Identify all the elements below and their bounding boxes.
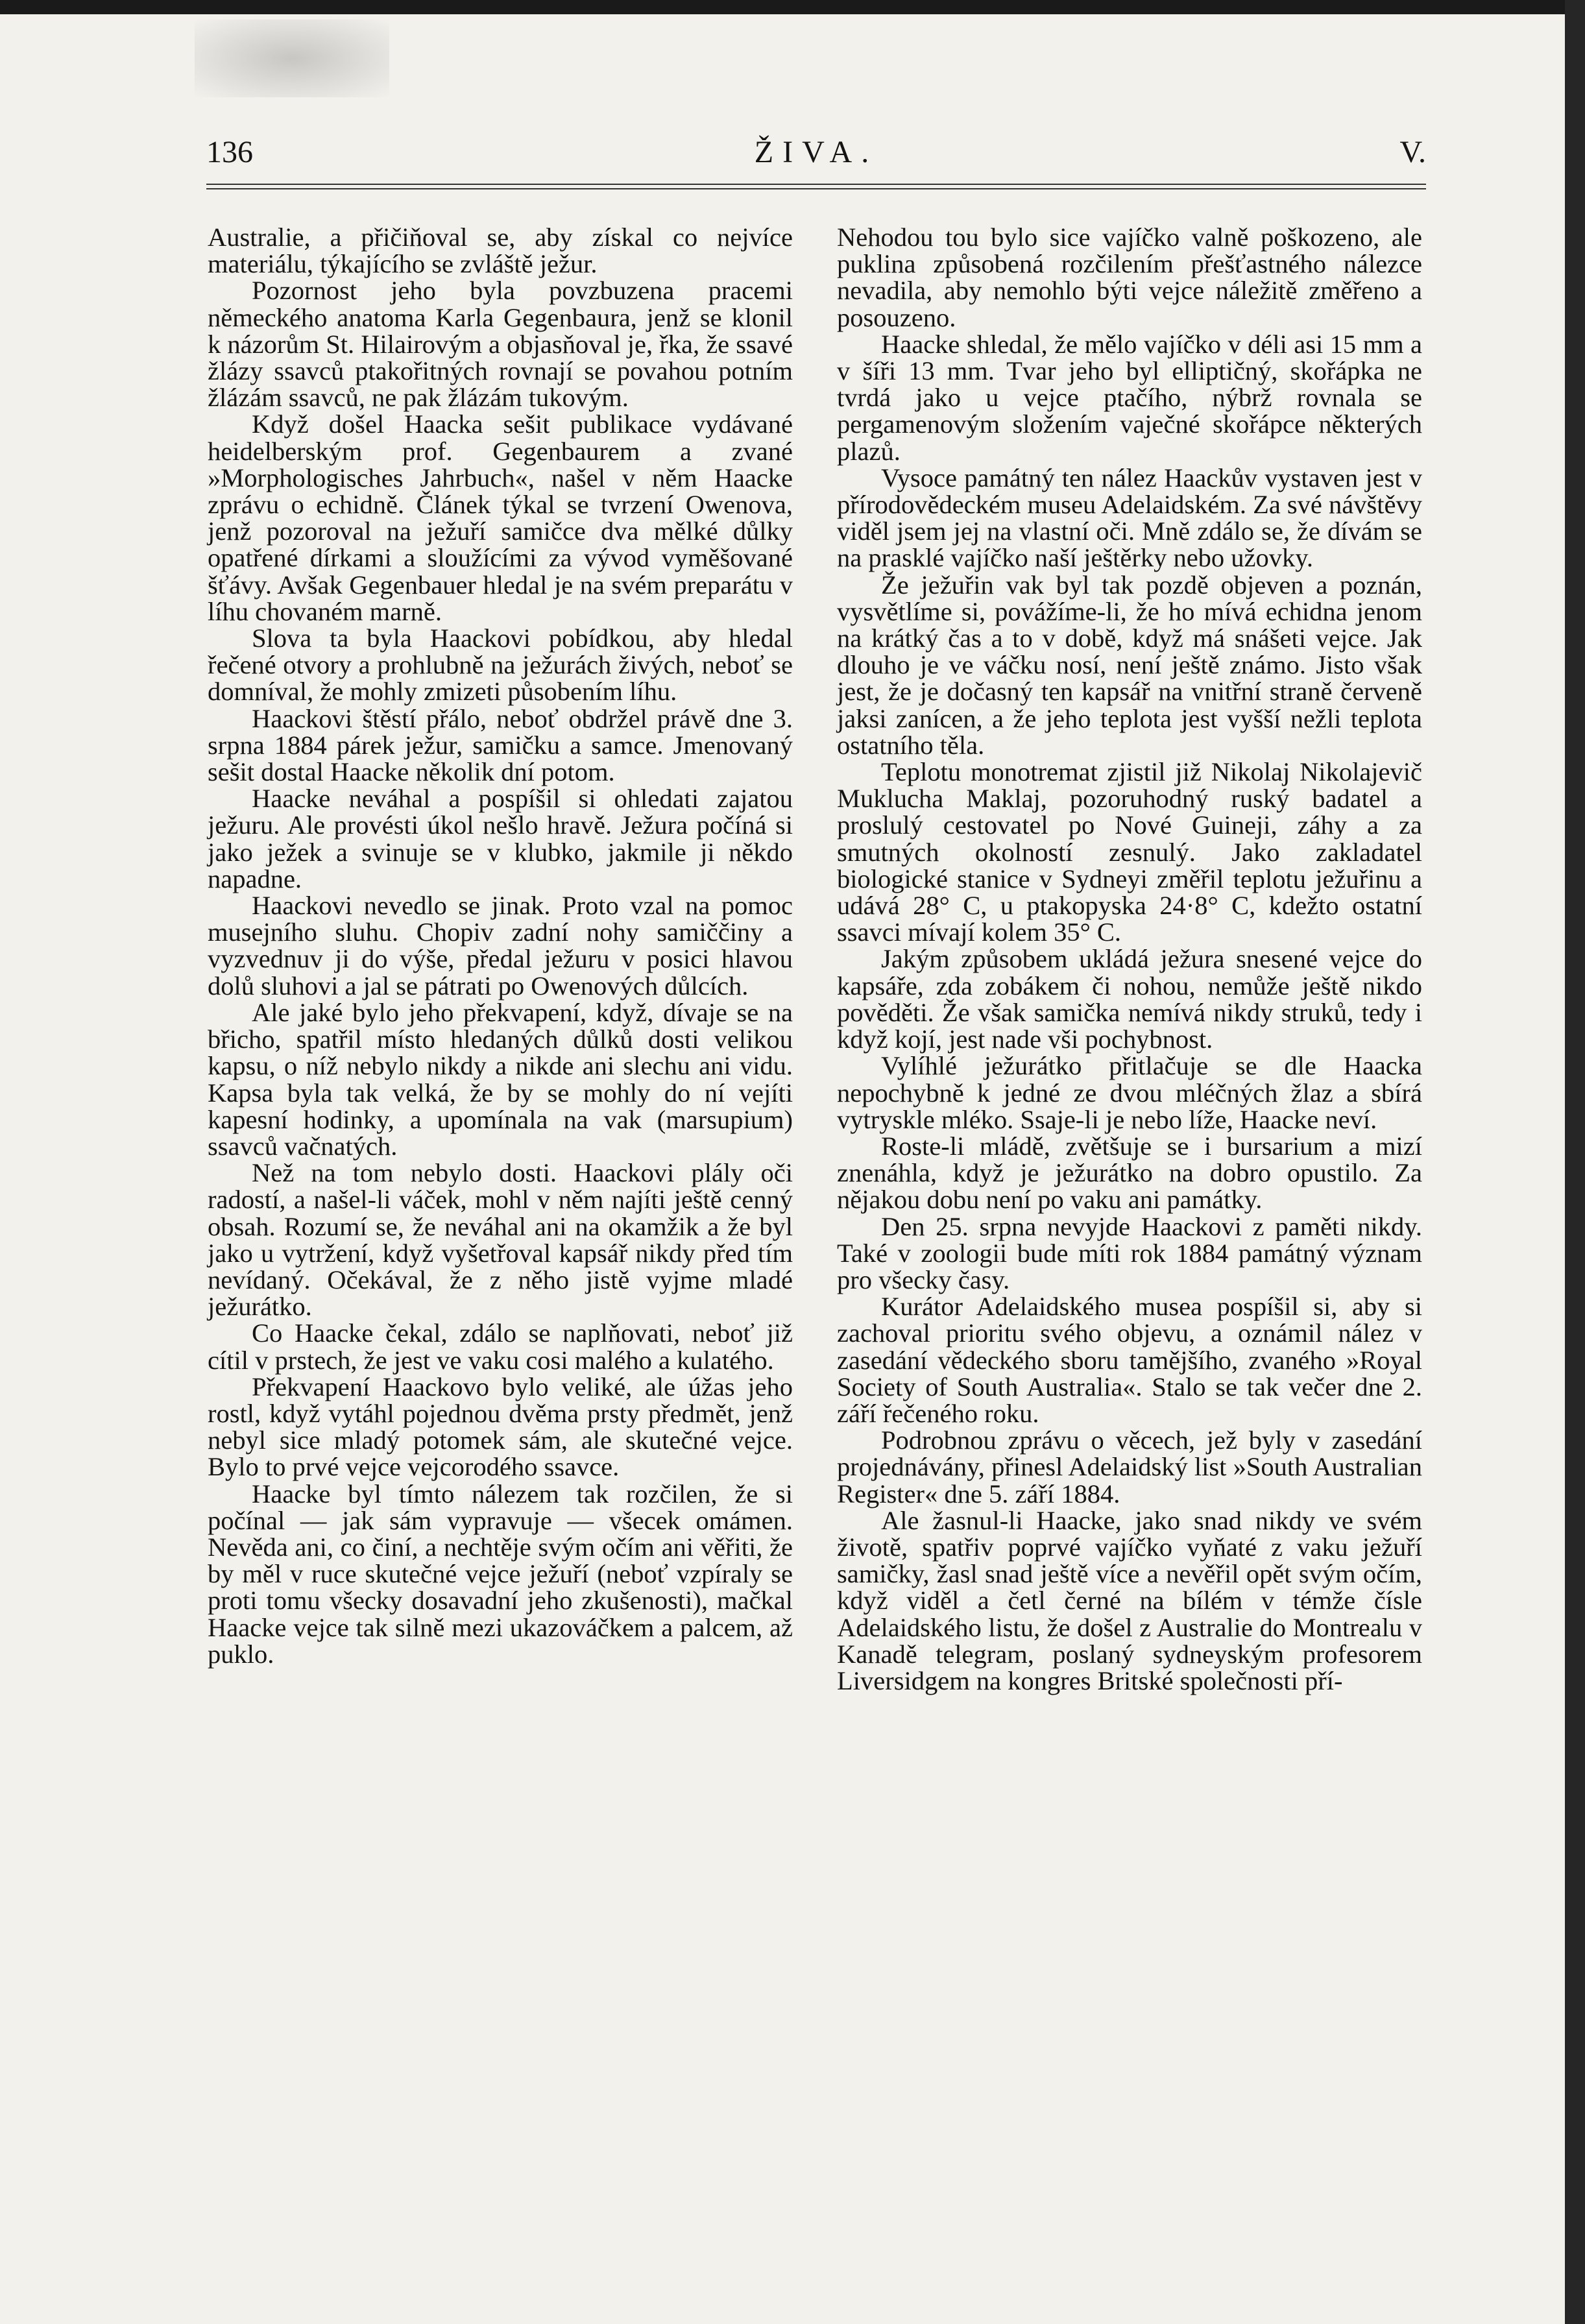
paragraph: Ale žasnul-li Haacke, jako snad nikdy ve svém životě, spatřiv poprvé vajíčko vyňaté z vaku ježuří samičky, žasl snad ještě více a nevěřil opět svým očím, když viděl a četl černé na bílém v témže čísle Adelaidského listu, že došel z Australie do Montrealu v Kanadě telegram, poslaný sydneyským profesorem Liversidgem na kongres Britské společnosti pří-	[837, 1505, 1422, 1695]
paragraph: Podrobnou zprávu o věcech, jež byly v zasedání projednávány, přinesl Adelaidský list »South Australian Register« dne 5. září 1884.	[837, 1425, 1422, 1508]
paragraph: Pozornost jeho byla povzbuzena pracemi německého anatoma Karla Gegenbaura, jenž se klonil k názorům St. Hilairovým a objasňoval je, řka, že ssavé žlázy ssavců ptakořitných rovnají se povahou potním žlázám ssavců, ne pak žlázám tukovým.	[208, 276, 793, 413]
paragraph: Haacke neváhal a pospíšil si ohledati zajatou ježuru. Ale provésti úkol nešlo hravě. Ježura počíná si jako ježek a svinuje se v klubko, jakmile ji někdo napadne.	[208, 784, 793, 893]
page-number: 136	[206, 135, 253, 169]
paragraph: Když došel Haacka sešit publikace vydávané heidelberským prof. Gegenbaurem a zvané »Morphologisches Jahrbuch«, našel v něm Haacke zprávu o echidně. Článek týkal se tvrzení Owenova, jenž pozoroval na ježuří samičce dva mělké důlky opatřené dírkami a sloužícími za vývod vyměšované šťávy. Avšak Gegenbauer hledal je na svém preparátu v líhu chovaném marně.	[208, 409, 793, 626]
paragraph: Kurátor Adelaidského musea pospíšil si, aby si zachoval prioritu svého objevu, a oznámil nález v zasedání vědeckého sboru tamějšího, zvaného »Royal Society of South Australia«. Stalo se tak večer dne 2. září řečeného roku.	[837, 1292, 1422, 1428]
paragraph: Haacke shledal, že mělo vajíčko v déli asi 15 mm a v šíři 13 mm. Tvar jeho byl elliptičný, skořápka ne tvrdá jako u vejce ptačího, nýbrž rovnala se pergamenovým složením vaječné skořápce některých plazů.	[837, 329, 1422, 466]
scan-border-top	[0, 0, 1585, 14]
paragraph: Vylíhlé ježurátko přitlačuje se dle Haacka nepochybně k jedné ze dvou mléčných žlaz a sbírá vytryskle mléko. Ssaje-li je nebo líže, Haacke neví.	[837, 1051, 1422, 1134]
volume-number: V.	[1399, 135, 1426, 169]
paragraph: Slova ta byla Haackovi pobídkou, aby hledal řečené otvory a prohlubně na ježurách živých, neboť se domníval, že mohly zmizeti působením líhu.	[208, 623, 793, 707]
paragraph: Australie, a přičiňoval se, aby získal co nejvíce materiálu, týkajícího se zvláště ježur.	[208, 223, 793, 279]
paragraph: Než na tom nebylo dosti. Haackovi plály oči radostí, a našel-li váček, mohl v něm najíti ještě cenný obsah. Rozumí se, že neváhal ani na okamžik a že byl jako u vytržení, když vyšetřoval kapsář nikdy před tím nevídaný. Očekával, že z něho jistě vyjme mladé ježurátko.	[208, 1158, 793, 1322]
paragraph: Ale jaké bylo jeho překvapení, když, dívaje se na břicho, spatřil místo hledaných důlků dosti velikou kapsu, o níž nebylo nikdy a nikde ani slechu ani vidu. Kapsa byla tak velká, že by se mohly do ní vejíti kapesní hodinky, a upomínala na vak (marsupium) ssavců vačnatých.	[208, 997, 793, 1161]
page-header	[206, 133, 1426, 172]
paragraph: Překvapení Haackovo bylo veliké, ale úžas jeho rostl, když vytáhl pojednou dvěma prsty předmět, jenž nebyl sice mladý potomek sám, ale skutečné vejce. Bylo to prvé vejce vejcorodého ssavce.	[208, 1372, 793, 1482]
paragraph: Vysoce památný ten nález Haackův vystaven jest v přírodovědeckém museu Adelaidském. Za své návštěvy viděl jsem jej na vlastní oči. Mně zdálo se, že dívám se na prasklé vajíčko naší ještěrky nebo užovky.	[837, 463, 1422, 573]
scan-border-right	[1565, 0, 1585, 2324]
scan-smudge	[195, 19, 389, 97]
paragraph: Haacke byl tímto nálezem tak rozčilen, že si počínal — jak sám vypravuje — všecek omámen. Nevěda ani, co činí, a nechtěje svým očím ani věřiti, že by měl v ruce skutečné vejce ježuří (neboť vzpíraly se proti tomu všecky dosavadní jeho zkušenosti), mačkal Haacke vejce tak silně mezi ukazováčkem a palcem, až puklo.	[208, 1479, 793, 1669]
paragraph: Co Haacke čekal, zdálo se naplňovati, neboť již cítil v prstech, že jest ve vaku cosi malého a kulatého.	[208, 1318, 793, 1375]
left-column	[208, 224, 793, 1667]
paragraph: Haackovi nevedlo se jinak. Proto vzal na pomoc musejního sluhu. Chopiv zadní nohy samiččiny a vyzvednuv ji do výše, předal ježuru v posici hlavou dolů sluhovi a jal se pátrati po Owenových důlcích.	[208, 891, 793, 1000]
paragraph: Jakým způsobem ukládá ježura snesené vejce do kapsáře, zda zobákem či nohou, nemůže ještě nikdo pověděti. Že však samička nemívá nikdy struků, tedy i když kojí, jest nade vši pochybnost.	[837, 944, 1422, 1054]
paragraph: Den 25. srpna nevyjde Haackovi z paměti nikdy. Také v zoologii bude míti rok 1884 památný význam pro všecky časy.	[837, 1211, 1422, 1294]
journal-title: ŽIVA.	[754, 135, 878, 169]
paragraph: Že ježuřin vak byl tak pozdě objeven a poznán, vysvětlíme si, povážíme-li, že ho mívá echidna jenom na krátký čas a to v době, když má snášeti vejce. Jak dlouho je ve váčku nosí, není ještě známo. Jisto však jest, že je dočasný ten kapsář na vnitřní straně červeně jaksi zanícen, a že jeho teplota jest vyšší nežli teplota ostatního těla.	[837, 570, 1422, 760]
paragraph: Teplotu monotremat zjistil již Nikolaj Nikolajevič Muklucha Maklaj, pozoruhodný ruský badatel a proslulý cestovatel po Nové Guineji, záhy a za smutných okolností zesnulý. Jako zakladatel biologické stanice v Sydneyi změřil teplotu ježuřinu a udává 28° C, u ptakopyska 24·8° C, kdežto ostatní ssavci mívají kolem 35° C.	[837, 757, 1422, 947]
paragraph: Roste-li mládě, zvětšuje se i bursarium a mizí znenáhla, když je ježurátko na dobro opustilo. Za nějakou dobu není po vaku ani památky.	[837, 1131, 1422, 1215]
header-rule	[206, 184, 1426, 189]
right-column	[837, 224, 1422, 1694]
paragraph: Nehodou tou bylo sice vajíčko valně poškozeno, ale puklina způsobená rozčilením přešťastného nálezce nevadila, aby nemohlo býti vejce náležitě změřeno a posouzeno.	[837, 223, 1422, 332]
paragraph: Haackovi štěstí přálo, neboť obdržel právě dne 3. srpna 1884 párek ježur, samičku a samce. Jmenovaný sešit dostal Haacke několik dní potom.	[208, 703, 793, 787]
